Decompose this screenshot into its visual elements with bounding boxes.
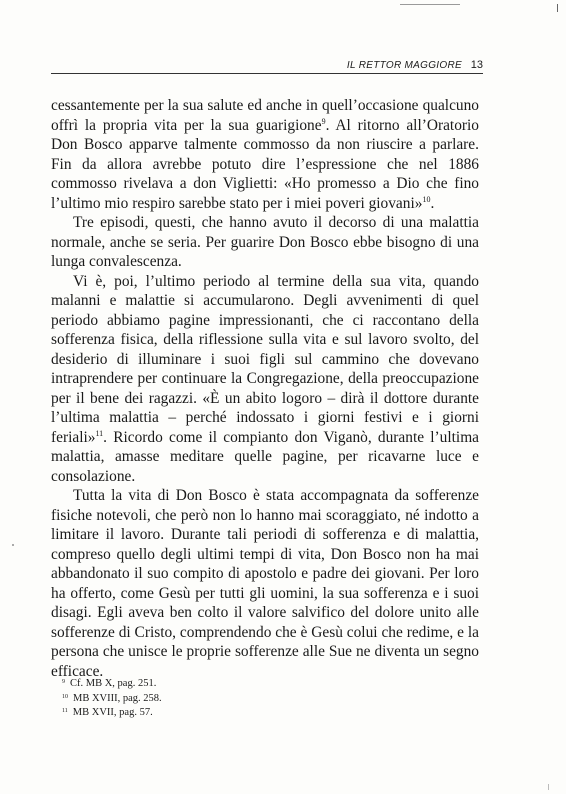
paragraph-4: Tutta la vita di Don Bosco è stata accompagnata da sofferenze fisiche notevoli, che però non lo hanno mai scoraggiato, né indotto a limitare il lavoro. Durante tali periodi di sofferenza e di malattia, compreso quello degli ultimi tempi di vita, Don Bosco non ha mai abbandonato il suo compito di apostolo e padre dei giovani. Per loro ha offerto, come Gesù per tutti gli uomini, la sua sofferenza e i suoi disagi. Egli aveva ben colto il valore salvifico del dolore unito alle sofferenze di Cristo, comprendendo che è Gesù colui che redime, e la persona che unisce le proprie sofferenze alle Sue ne diventa un segno efficace. bbox=[51, 487, 479, 680]
footnote-ref-11: 11 bbox=[95, 428, 104, 438]
running-header bbox=[51, 56, 483, 74]
footnote-ref-9: 9 bbox=[321, 116, 326, 126]
page-number: 13 bbox=[470, 59, 483, 71]
paragraph-3: Vi è, poi, l’ultimo periodo al termine della sua vita, quando malanni e malattie si accumularono. Degli avvenimenti di quel periodo abbiamo pagine impressionanti, che ci raccontano della sofferenza fisica, della riflessione sulla vita e sul lavoro svolto, del desiderio di illuminare i suoi figli sul cammino che dovevano intraprendere per continuare la Congregazione, della preoccupazione per il bene dei ragazzi. «È un abito logoro – dirà il dottore durante l’ultima malattia – perché indossato i giorni festivi e i giorni feriali»$^{11}$. Ricordo come il compianto don Viganò, durante l’ultima malattia, amasse meditare quelle pagine, per ricavarne luce e consolazione. bbox=[51, 272, 479, 485]
footnote-ref-10: 10 bbox=[422, 194, 431, 204]
footnote: $^{10}$ MB XVIII, pag. 258. bbox=[62, 692, 162, 704]
footnotes bbox=[62, 676, 362, 720]
paragraph-1: cessantemente per la sua salute ed anche in quell’occasione qualcuno offrì la propria vita per la sua guarigione$^9$. Al ritorno all’Oratorio Don Bosco apparve talmente commosso da non riuscire a parlare. Fin da allora avrebbe potuto dire l’espressione che nel 1886 commosso rivelava a don Viglietti: «Ho promesso a Dio che fino l’ultimo mio respiro sarebbe stato per i miei poveri giovani»$^{10}$. bbox=[51, 97, 479, 212]
body-text bbox=[51, 96, 479, 681]
scan-speck bbox=[12, 544, 14, 546]
scan-edge-tick bbox=[557, 4, 558, 12]
scan-speck bbox=[548, 784, 549, 790]
paragraph-2: Tre episodi, questi, che hanno avuto il decorso di una malattia normale, anche se seria. Per guarire Don Bosco ebbe bisogno di una lunga convalescenza. bbox=[51, 214, 479, 270]
scan-top-mark bbox=[400, 4, 460, 5]
footnote: $^{11}$ MB XVII, pag. 57. bbox=[62, 707, 153, 718]
footnote: $^9$ Cf. MB X, pag. 251. bbox=[62, 678, 157, 689]
running-title: IL RETTOR MAGGIORE bbox=[346, 60, 462, 71]
header-rule bbox=[51, 73, 483, 74]
